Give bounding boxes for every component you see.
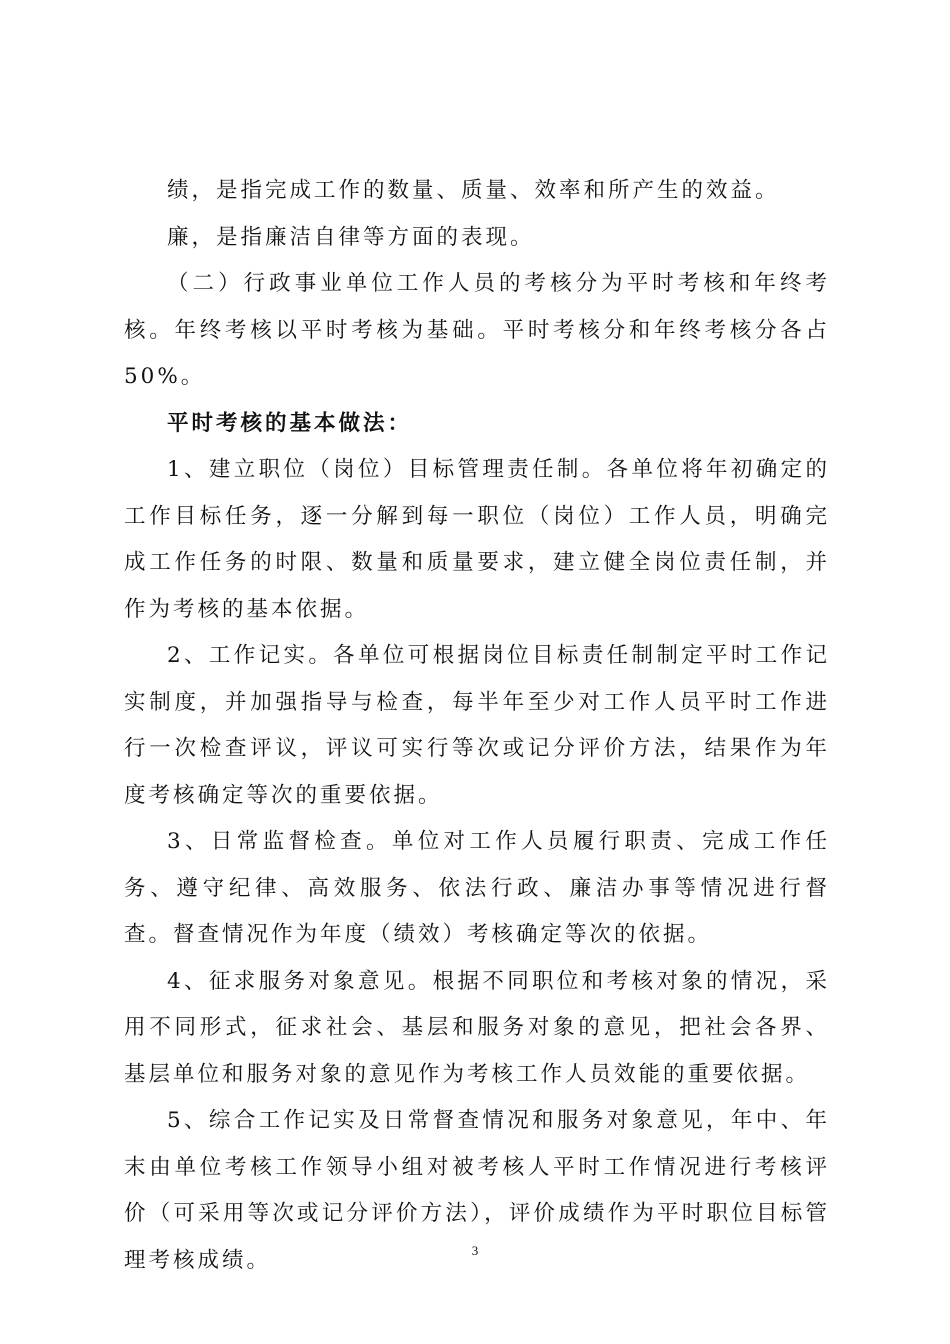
paragraph-integrity-definition: 廉，是指廉洁自律等方面的表现。 bbox=[167, 224, 535, 250]
section-heading: 平时考核的基本做法： bbox=[167, 410, 413, 436]
list-item-3: 3、日常监督检查。单位对工作人员履行职责、完成工作任务、遵守纪律、高效服务、依法行政、廉洁办事等情况进行督查。督查情况作为年度（绩效）考核确定等次的依据。 bbox=[124, 829, 830, 947]
list-item-4: 4、征求服务对象意见。根据不同职位和考核对象的情况，采用不同形式，征求社会、基层和服务对象的意见，把社会各界、基层单位和服务对象的意见作为考核工作人员效能的重要依据。 bbox=[124, 968, 830, 1087]
page-number: 3 bbox=[471, 1243, 479, 1258]
list-item-1: 1、建立职位（岗位）目标管理责任制。各单位将年初确定的工作目标任务，逐一分解到每一职位（岗位）工作人员，明确完成工作任务的时限、数量和质量要求，建立健全岗位责任制，并作为考核的基本依据。 bbox=[124, 457, 830, 622]
paragraph-performance-definition: 绩，是指完成工作的数量、质量、效率和所产生的效益。 bbox=[167, 178, 780, 203]
document-body bbox=[124, 168, 830, 1284]
list-item-2: 2、工作记实。各单位可根据岗位目标责任制制定平时工作记实制度，并加强指导与检查，每半年至少对工作人员平时工作进行一次检查评议，评议可实行等次或记分评价方法，结果作为年度考核确定等次的重要依据。 bbox=[124, 643, 830, 808]
paragraph-assessment-types: （二）行政事业单位工作人员的考核分为平时考核和年终考核。年终考核以平时考核为基础。平时考核分和年终考核分各占 50%。 bbox=[124, 271, 830, 389]
list-item-5: 5、综合工作记实及日常督查情况和服务对象意见，年中、年末由单位考核工作领导小组对被考核人平时工作情况进行考核评价（可采用等次或记分评价方法），评价成绩作为平时职位目标管理考核成绩。 bbox=[124, 1108, 830, 1273]
